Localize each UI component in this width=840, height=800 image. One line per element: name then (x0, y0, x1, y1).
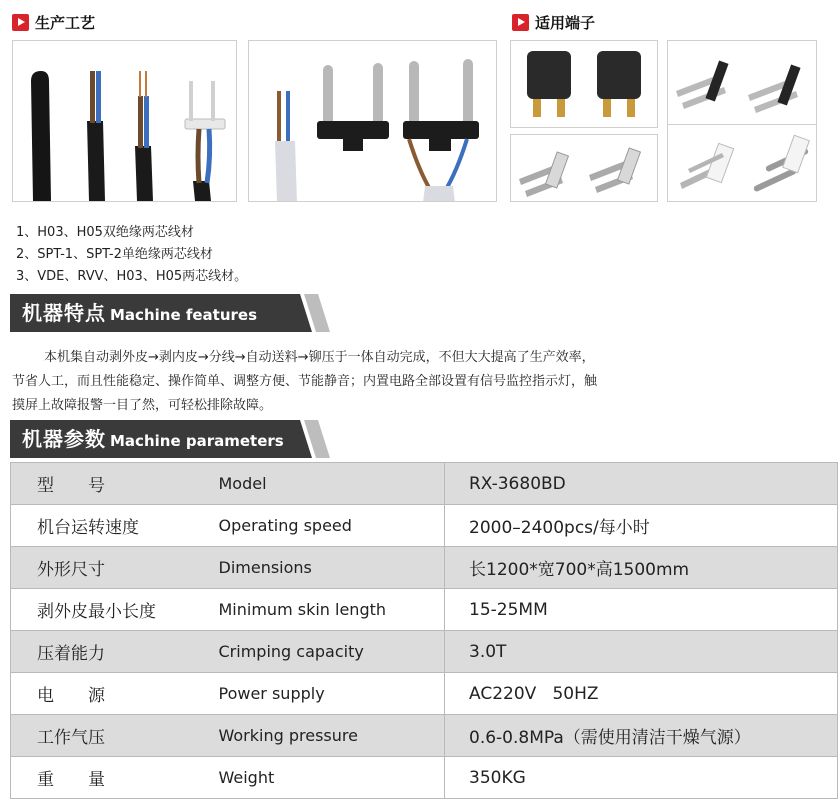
param-name-en: Minimum skin length (199, 589, 445, 631)
terminal-photo-black-brass (510, 40, 658, 128)
param-name-en: Crimping capacity (199, 631, 445, 673)
param-name-cn: 工作气压 (11, 715, 199, 757)
param-name-cn: 重 量 (11, 757, 199, 799)
table-row (11, 547, 838, 589)
param-name-cn: 压着能力 (11, 631, 199, 673)
param-name-cn: 机台运转速度 (11, 505, 199, 547)
param-value: 2000–2400pcs/每小时 (445, 505, 838, 547)
param-name-en: Dimensions (199, 547, 445, 589)
terminal-photo-white-round (667, 124, 817, 202)
terminals-header (512, 12, 595, 33)
table-row (11, 715, 838, 757)
play-arrow-icon (512, 14, 529, 31)
wire-type-list (16, 222, 247, 288)
param-value: 长1200*宽700*高1500mm (445, 547, 838, 589)
table-row (11, 463, 838, 505)
param-name-en: Model (199, 463, 445, 505)
play-arrow-icon (12, 14, 29, 31)
param-name-en: Power supply (199, 673, 445, 715)
list-item: 2、SPT-1、SPT-2单绝缘两芯线材 (16, 247, 213, 262)
machine-features-bar (10, 294, 332, 332)
machine-parameters-bar (10, 420, 332, 458)
param-value: 350KG (445, 757, 838, 799)
description-line: 摸屏上故障报警一目了然，可轻松排除故障。 (12, 398, 273, 413)
cable-types-photo (12, 40, 237, 202)
features-description (12, 346, 832, 418)
table-row (11, 589, 838, 631)
param-name-cn: 外形尺寸 (11, 547, 199, 589)
param-name-cn: 电 源 (11, 673, 199, 715)
description-line: 节省人工，而且性能稳定、操作简单、调整方便、节能静音；内置电路全部设置有信号监控指示灯，触 (12, 374, 598, 389)
parameters-title-cn: 机器参数 (22, 427, 106, 451)
param-value: 3.0T (445, 631, 838, 673)
description-line: 本机集自动剥外皮→剥内皮→分线→自动送料→铆压于一体自动完成，不但大大提高了生产效率， (44, 350, 595, 365)
parameters-title-en: Machine parameters (110, 432, 284, 450)
param-name-cn: 剥外皮最小长度 (11, 589, 199, 631)
param-name-en: Weight (199, 757, 445, 799)
terminals-title: 适用端子 (535, 14, 596, 32)
table-row (11, 505, 838, 547)
terminal-photo-silver (510, 134, 658, 202)
crimped-plug-photo (248, 40, 497, 202)
features-title-en: Machine features (110, 306, 258, 324)
parameters-table (10, 462, 838, 799)
features-title-cn: 机器特点 (22, 301, 106, 325)
terminal-photo-flat-pin (667, 40, 817, 128)
param-value: RX-3680BD (445, 463, 838, 505)
param-name-en: Operating speed (199, 505, 445, 547)
param-name-en: Working pressure (199, 715, 445, 757)
param-value: AC220V 50HZ (445, 673, 838, 715)
production-process-title: 生产工艺 (35, 14, 96, 32)
table-row (11, 631, 838, 673)
table-row (11, 673, 838, 715)
param-value: 15-25MM (445, 589, 838, 631)
param-value: 0.6-0.8MPa（需使用清洁干燥气源） (445, 715, 838, 757)
production-process-header (12, 12, 95, 33)
param-name-cn: 型 号 (11, 463, 199, 505)
list-item: 1、H03、H05双绝缘两芯线材 (16, 225, 194, 240)
table-row (11, 757, 838, 799)
list-item: 3、VDE、RVV、H03、H05两芯线材。 (16, 269, 248, 284)
